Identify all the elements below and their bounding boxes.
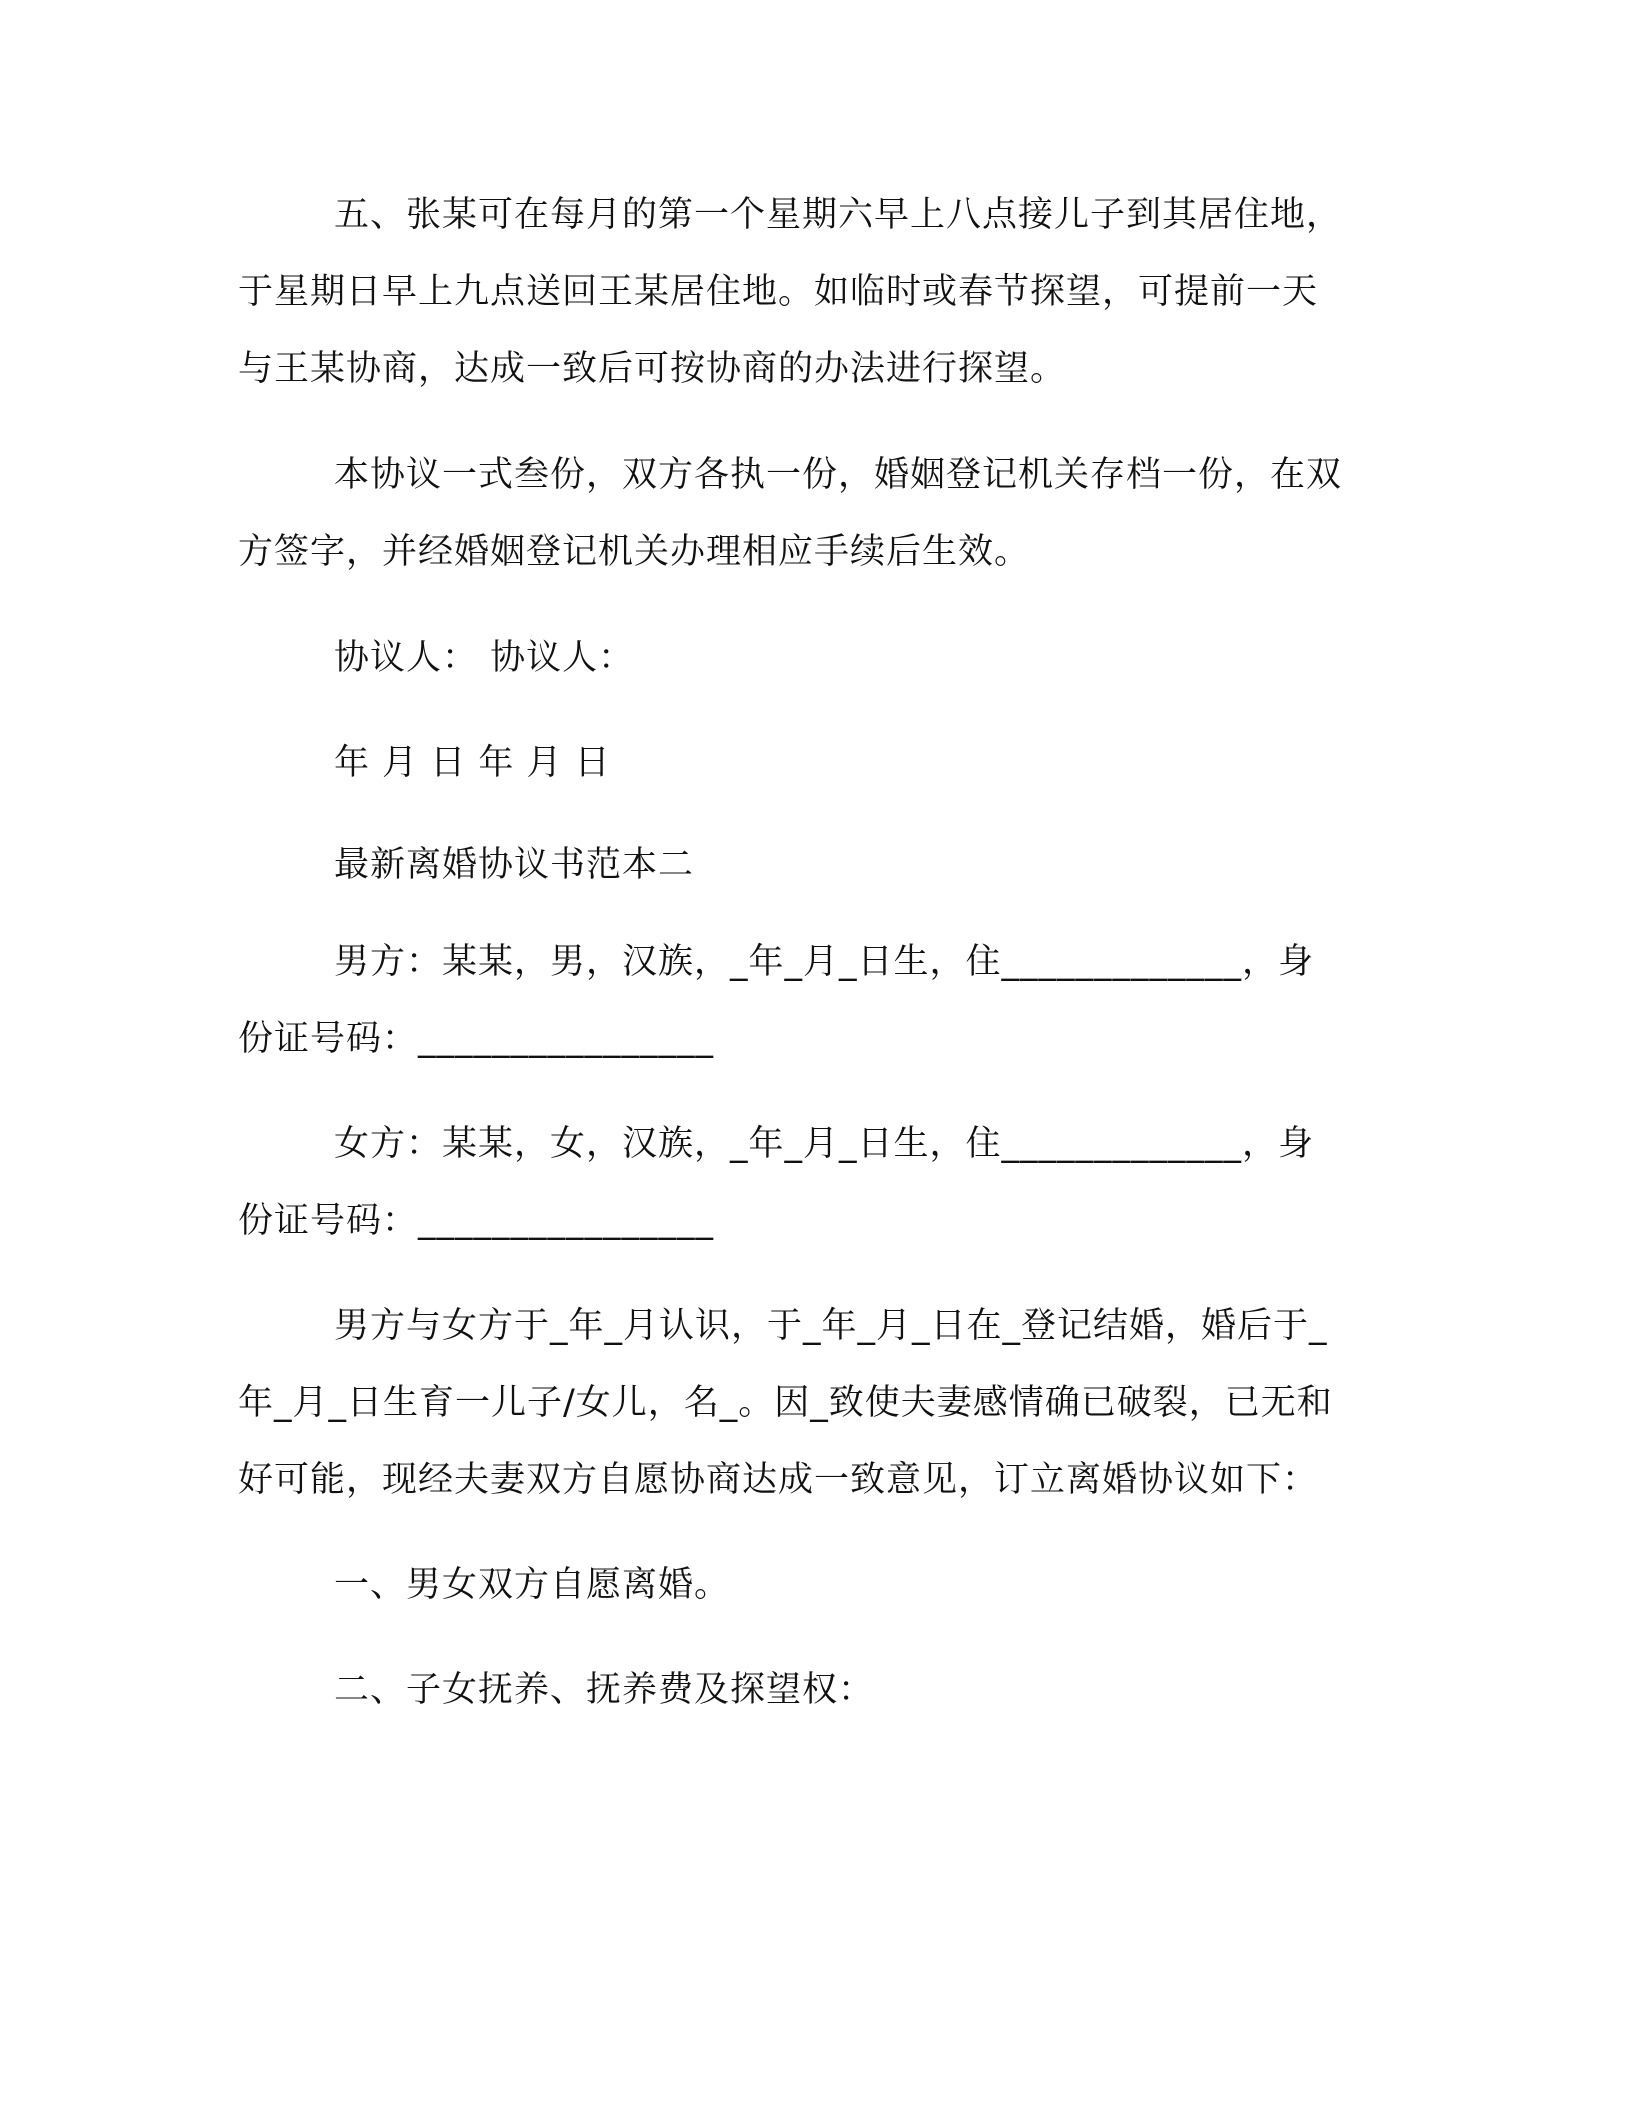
- text-line: 本协议一式叁份，双方各执一份，婚姻登记机关存档一份，在双: [334, 455, 1343, 495]
- signature-dates-line: [238, 725, 1398, 802]
- text-line: 一、男女双方自愿离婚。: [334, 1565, 731, 1605]
- text-line: 好可能，现经夫妻双方自愿协商达成一致意见，订立离婚协议如下：: [238, 1460, 1319, 1500]
- text-line: 与王某协商，达成一致后可按协商的办法进行探望。: [238, 349, 1067, 389]
- clause-two: [238, 1652, 1398, 1729]
- text-line: 份证号码：________________: [238, 1019, 715, 1059]
- text-line: 份证号码：________________: [238, 1201, 715, 1241]
- clause-one: [238, 1547, 1398, 1624]
- paragraph-male-party: [238, 924, 1398, 1078]
- paragraph-female-party: [238, 1106, 1398, 1260]
- signatories-line: [238, 620, 1398, 697]
- text-line: 二、子女抚养、抚养费及探望权：: [334, 1670, 875, 1710]
- text-line: 最新离婚协议书范本二: [334, 845, 695, 885]
- text-line: 年_月_日生育一儿子/女儿，名_。因_致使夫妻感情确已破裂，已无和: [238, 1383, 1333, 1423]
- text-line: 女方：某某，女，汉族，_年_月_日生，住_____________，身: [334, 1124, 1315, 1164]
- text-line: 五、张某可在每月的第一个星期六早上八点接儿子到其居住地，: [334, 195, 1343, 235]
- text-line: 于星期日早上九点送回王某居住地。如临时或春节探望，可提前一天: [238, 272, 1319, 312]
- text-line: 男方与女方于_年_月认识，于_年_月_日在_登记结婚，婚后于_: [334, 1306, 1328, 1346]
- text-line: 男方：某某，男，汉族，_年_月_日生，住_____________，身: [334, 942, 1315, 982]
- paragraph-visitation-clause: [238, 177, 1398, 408]
- text-line: 方签字，并经婚姻登记机关办理相应手续后生效。: [238, 532, 1031, 572]
- paragraph-copies-clause: [238, 437, 1398, 591]
- section-heading: [238, 827, 1398, 904]
- text-line: 协议人： 协议人：: [334, 638, 635, 678]
- text-line: 年 月 日 年 月 日: [334, 743, 611, 783]
- paragraph-marriage-background: [238, 1288, 1398, 1519]
